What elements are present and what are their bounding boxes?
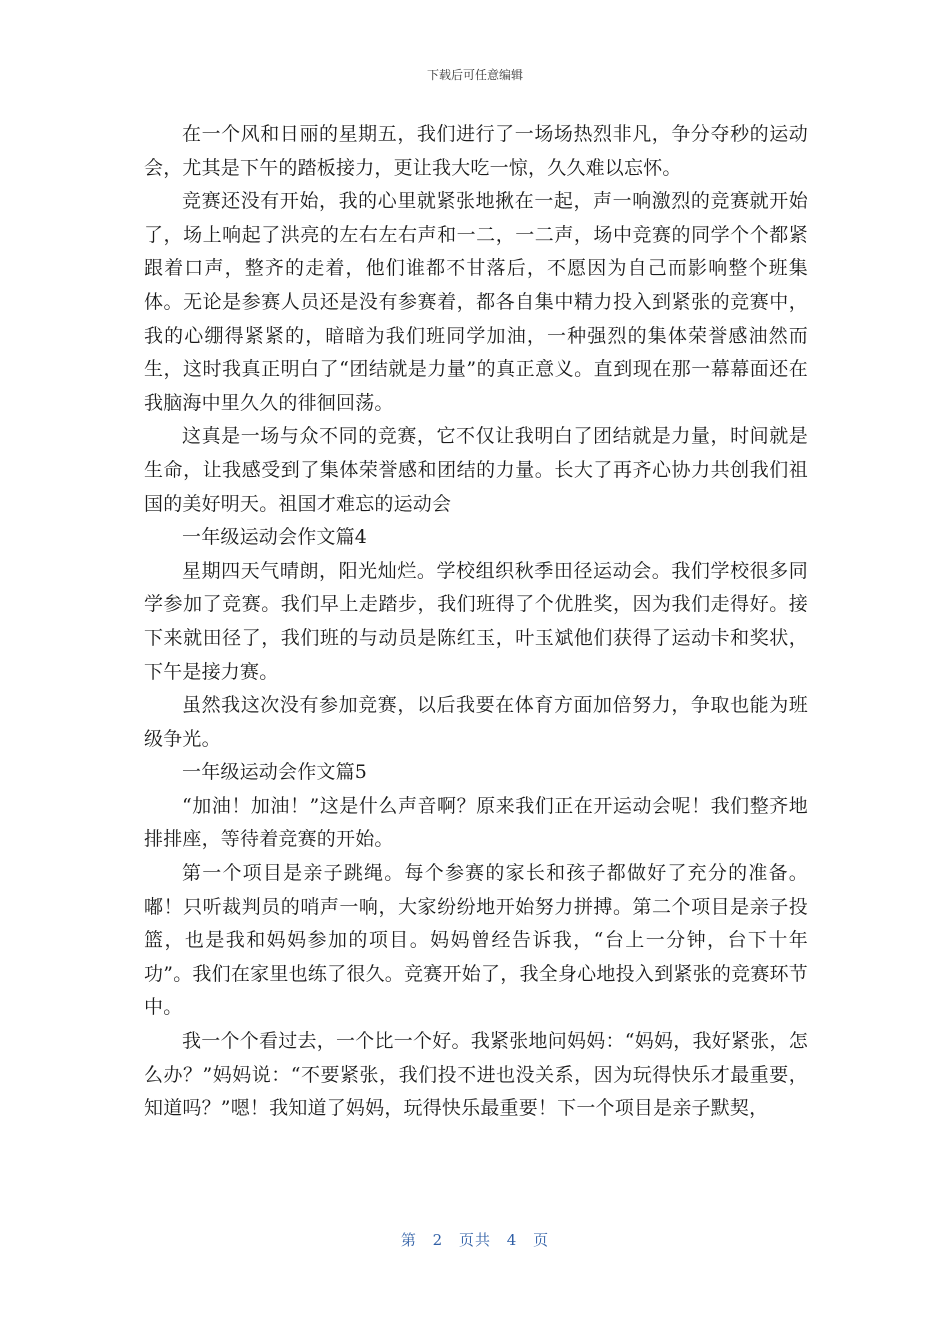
page-header: 下载后可任意编辑 (426, 68, 523, 82)
paragraph-3: 这真是一场与众不同的竞赛，它不仅让我明白了团结就是力量，时间就是生命，让我感受到了集体荣誉感和团结的力量。长大了再齐心协力共创我们祖国的美好明天。祖国才难忘的运动会 (144, 425, 808, 515)
section-heading-4: 一年级运动会作文篇4 (182, 526, 368, 549)
paragraph-2: 竞赛还没有开始，我的心里就紧张地揪在一起，声一响激烈的竞赛就开始了，场上响起了洪亮的左右左右声和一二，一二声，场中竞赛的同学个个都紧跟着口声，整齐的走着，他们谁都不甘落后，不愿因为自己而影响整个班集体。无论是参赛人员还是没有参赛着，都各自集中精力投入到紧张的竞赛中，我的心绷得紧紧的，暗暗为我们班同学加油，一种强烈的集体荣誉感油然而生，这时我真正明白了“团结就是力量”的真正意义。直到现在那一幕幕面还在我脑海中里久久的徘徊回荡。 (144, 190, 808, 414)
section-heading-5: 一年级运动会作文篇5 (182, 761, 368, 784)
document-body (144, 118, 808, 1126)
paragraph-4: 星期四天气晴朗，阳光灿烂。学校组织秋季田径运动会。我们学校很多同学参加了竞赛。我们早上走踏步，我们班得了个优胜奖，因为我们走得好。接下来就田径了，我们班的与动员是陈红玉，叶玉斌他们获得了运动卡和奖状，下午是接力赛。 (144, 559, 808, 683)
paragraph-7: 第一个项目是亲子跳绳。每个参赛的家长和孩子都做好了充分的准备。嘟！只听裁判员的哨声一响，大家纷纷地开始努力拼搏。第二个项目是亲子投篮，也是我和妈妈参加的项目。妈妈曾经告诉我，“台上一分钟，台下十年功”。我们在家里也练了很久。竞赛开始了，我全身心地投入到紧张的竞赛环节中。 (144, 862, 808, 1019)
paragraph-5: 虽然我这次没有参加竞赛，以后我要在体育方面加倍努力，争取也能为班级争光。 (144, 694, 808, 750)
paragraph-6: “加油！加油！”这是什么声音啊？原来我们正在开运动会呢！我们整齐地排排座，等待着竞赛的开始。 (144, 794, 808, 851)
paragraph-8: 我一个个看过去，一个比一个好。我紧张地问妈妈：“妈妈，我好紧张，怎么办？”妈妈说：“不要紧张，我们投不进也没关系，因为玩得快乐才最重要，知道吗？”嗯！我知道了妈妈，玩得快乐最重要！下一个项目是亲子默契， (144, 1030, 808, 1120)
page-number-footer: 第 2 页共 4 页 (400, 1231, 550, 1249)
paragraph-1: 在一个风和日丽的星期五，我们进行了一场场热烈非凡，争分夺秒的运动会，尤其是下午的踏板接力，更让我大吃一惊，久久难以忘怀。 (144, 123, 808, 179)
